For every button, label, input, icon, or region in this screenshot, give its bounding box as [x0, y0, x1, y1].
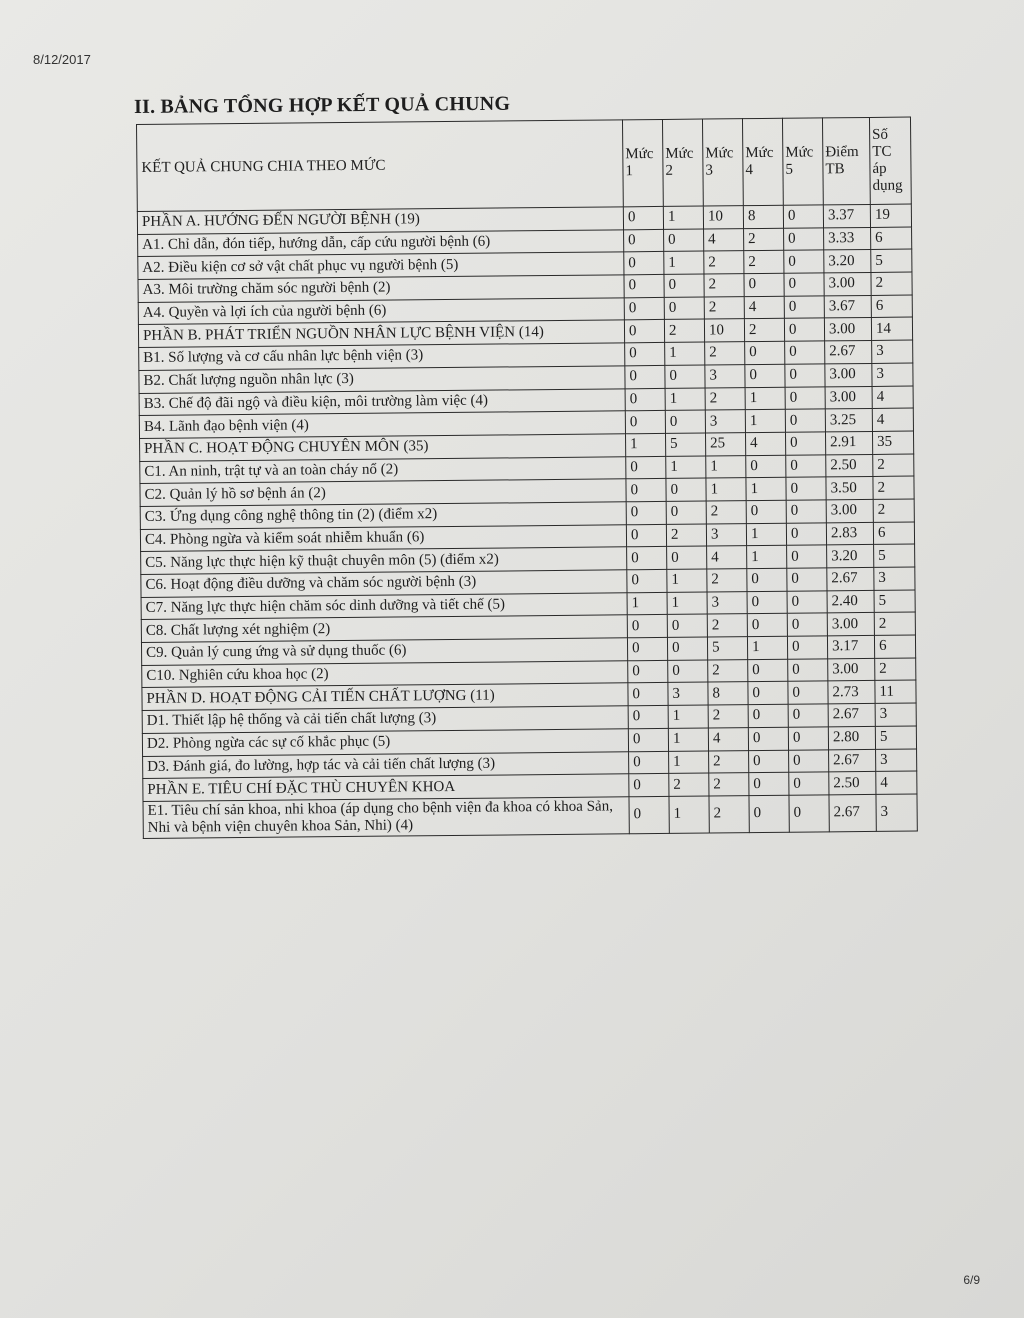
cell-muc-3: 2 — [705, 342, 745, 365]
cell-muc-1: 0 — [627, 615, 667, 638]
cell-muc-1: 0 — [623, 206, 663, 229]
cell-so-tc: 2 — [874, 612, 915, 635]
cell-average: 3.20 — [824, 250, 871, 273]
cell-so-tc: 4 — [872, 408, 913, 431]
row-label: C5. Năng lực thực hiện kỹ thuật chuyên môn (5) (điểm x2) — [141, 547, 627, 574]
cell-muc-3: 2 — [709, 773, 749, 796]
cell-muc-1: 0 — [629, 774, 669, 797]
cell-muc-1: 0 — [626, 479, 666, 502]
cell-muc-5: 0 — [788, 659, 828, 682]
cell-muc-4: 8 — [743, 205, 783, 228]
cell-muc-5: 0 — [786, 477, 826, 500]
cell-muc-3: 3 — [707, 591, 747, 614]
cell-muc-3: 5 — [707, 637, 747, 660]
cell-muc-2: 0 — [666, 501, 706, 524]
cell-muc-4: 1 — [747, 546, 787, 569]
cell-so-tc: 5 — [875, 726, 916, 749]
cell-muc-4: 2 — [744, 319, 784, 342]
row-label: A3. Môi trường chăm sóc người bệnh (2) — [138, 275, 624, 302]
cell-muc-5: 0 — [787, 545, 827, 568]
cell-average: 2.67 — [829, 794, 876, 831]
cell-muc-2: 0 — [667, 637, 707, 660]
row-label: PHẦN C. HOẠT ĐỘNG CHUYÊN MÔN (35) — [140, 434, 626, 461]
cell-muc-2: 0 — [667, 614, 707, 637]
cell-average: 3.00 — [824, 273, 871, 296]
cell-muc-2: 5 — [665, 433, 705, 456]
cell-muc-5: 0 — [789, 772, 829, 795]
cell-muc-2: 1 — [667, 569, 707, 592]
cell-average: 2.67 — [827, 567, 874, 590]
header-label: KẾT QUẢ CHUNG CHIA THEO MỨC — [137, 120, 624, 212]
cell-muc-4: 0 — [748, 704, 788, 727]
cell-muc-3: 2 — [709, 750, 749, 773]
header-muc-1: Mức 1 — [622, 119, 663, 206]
cell-muc-1: 0 — [625, 411, 665, 434]
cell-muc-1: 0 — [628, 660, 668, 683]
cell-so-tc: 3 — [876, 749, 917, 772]
cell-muc-3: 3 — [705, 364, 745, 387]
cell-muc-1: 0 — [625, 343, 665, 366]
cell-muc-5: 0 — [788, 704, 828, 727]
cell-muc-1: 0 — [624, 229, 664, 252]
cell-average: 3.20 — [827, 545, 874, 568]
cell-muc-3: 2 — [706, 501, 746, 524]
table-header-row — [137, 117, 912, 211]
row-label: A1. Chỉ dẫn, đón tiếp, hướng dẫn, cấp cứu người bệnh (6) — [138, 230, 624, 257]
cell-muc-2: 1 — [668, 705, 708, 728]
cell-muc-5: 0 — [783, 205, 823, 228]
table-body — [137, 204, 917, 838]
cell-muc-2: 1 — [669, 751, 709, 774]
row-label: PHẦN E. TIÊU CHÍ ĐẶC THÙ CHUYÊN KHOA — [143, 774, 629, 801]
cell-average: 3.67 — [824, 295, 871, 318]
cell-muc-4: 0 — [749, 795, 789, 832]
cell-muc-2: 1 — [664, 251, 704, 274]
cell-average: 3.00 — [825, 386, 872, 409]
cell-average: 2.73 — [828, 681, 875, 704]
cell-muc-3: 2 — [704, 296, 744, 319]
row-label: C2. Quản lý hồ sơ bệnh án (2) — [140, 479, 626, 506]
cell-so-tc: 6 — [871, 295, 912, 318]
cell-muc-3: 2 — [704, 274, 744, 297]
cell-so-tc: 6 — [871, 227, 912, 250]
cell-average: 2.50 — [829, 772, 876, 795]
cell-muc-2: 0 — [664, 297, 704, 320]
cell-so-tc: 4 — [872, 386, 913, 409]
cell-muc-4: 4 — [745, 432, 785, 455]
row-label: C4. Phòng ngừa và kiểm soát nhiễm khuẩn (6) — [140, 524, 626, 551]
row-label: D3. Đánh giá, đo lường, hợp tác và cải tiến chất lượng (3) — [143, 751, 629, 778]
row-label: B3. Chế độ đãi ngộ và điều kiện, môi trường làm việc (4) — [139, 388, 625, 415]
section-title: II. BẢNG TỔNG HỢP KẾT QUẢ CHUNG — [134, 92, 511, 118]
cell-muc-1: 0 — [625, 365, 665, 388]
cell-muc-2: 3 — [668, 682, 708, 705]
row-label: E1. Tiêu chí sản khoa, nhi khoa (áp dụng cho bệnh viện đa khoa có khoa Sản, Nhi và bệnh viện chuyên khoa Sản, Nhi) (4) — [143, 797, 629, 839]
cell-muc-1: 0 — [626, 501, 666, 524]
cell-muc-3: 8 — [708, 682, 748, 705]
cell-so-tc: 2 — [875, 658, 916, 681]
cell-muc-1: 0 — [628, 728, 668, 751]
cell-muc-3: 4 — [708, 727, 748, 750]
cell-muc-5: 0 — [784, 273, 824, 296]
cell-muc-1: 0 — [625, 388, 665, 411]
cell-so-tc: 2 — [873, 454, 914, 477]
cell-average: 3.00 — [824, 318, 871, 341]
cell-so-tc: 6 — [873, 522, 914, 545]
cell-muc-5: 0 — [787, 613, 827, 636]
cell-muc-4: 1 — [746, 478, 786, 501]
cell-muc-5: 0 — [784, 228, 824, 251]
results-table-container — [136, 117, 918, 839]
page-number: 6/9 — [963, 1273, 980, 1287]
cell-so-tc: 2 — [873, 476, 914, 499]
cell-muc-5: 0 — [787, 636, 827, 659]
cell-muc-5: 0 — [786, 500, 826, 523]
cell-muc-1: 1 — [625, 433, 665, 456]
cell-muc-5: 0 — [786, 454, 826, 477]
cell-muc-3: 1 — [706, 478, 746, 501]
cell-muc-4: 2 — [744, 251, 784, 274]
cell-muc-3: 1 — [706, 455, 746, 478]
cell-muc-3: 2 — [707, 614, 747, 637]
cell-muc-3: 2 — [708, 659, 748, 682]
cell-average: 3.25 — [825, 409, 872, 432]
cell-so-tc: 5 — [874, 544, 915, 567]
row-label: D1. Thiết lập hệ thống và cải tiến chất lượng (3) — [142, 706, 628, 733]
cell-muc-1: 1 — [627, 592, 667, 615]
cell-muc-2: 1 — [663, 206, 703, 229]
cell-muc-5: 0 — [785, 364, 825, 387]
row-label: D2. Phòng ngừa các sự cố khắc phục (5) — [142, 729, 628, 756]
cell-muc-2: 1 — [667, 592, 707, 615]
cell-muc-2: 0 — [665, 410, 705, 433]
row-label: C1. An ninh, trật tự và an toàn cháy nổ (2) — [140, 456, 626, 483]
cell-muc-4: 0 — [748, 659, 788, 682]
row-label: A4. Quyền và lợi ích của người bệnh (6) — [138, 298, 624, 325]
cell-muc-4: 0 — [748, 682, 788, 705]
row-label: B1. Số lượng và cơ cấu nhân lực bệnh viện (3) — [139, 343, 625, 370]
cell-muc-4: 0 — [747, 614, 787, 637]
cell-muc-3: 4 — [707, 546, 747, 569]
cell-muc-4: 4 — [744, 296, 784, 319]
cell-muc-3: 2 — [707, 569, 747, 592]
row-label: B2. Chất lượng nguồn nhân lực (3) — [139, 366, 625, 393]
cell-muc-3: 10 — [704, 319, 744, 342]
cell-so-tc: 3 — [875, 703, 916, 726]
cell-muc-3: 2 — [709, 796, 749, 833]
cell-average: 3.00 — [827, 613, 874, 636]
row-label: C8. Chất lượng xét nghiệm (2) — [141, 615, 627, 642]
cell-muc-1: 0 — [628, 683, 668, 706]
cell-muc-3: 2 — [705, 387, 745, 410]
cell-muc-1: 0 — [629, 751, 669, 774]
row-label: C7. Năng lực thực hiện chăm sóc dinh dưỡng và tiết chế (5) — [141, 592, 627, 619]
cell-muc-4: 2 — [744, 228, 784, 251]
row-label: C3. Ứng dụng công nghệ thông tin (2) (điểm x2) — [140, 502, 626, 529]
cell-muc-3: 3 — [706, 523, 746, 546]
cell-muc-5: 0 — [786, 523, 826, 546]
row-label: C10. Nghiên cứu khoa học (2) — [142, 661, 628, 688]
cell-muc-4: 0 — [745, 341, 785, 364]
row-label: PHẦN A. HƯỚNG ĐẾN NGƯỜI BỆNH (19) — [137, 207, 623, 234]
cell-muc-1: 0 — [626, 456, 666, 479]
cell-muc-2: 0 — [664, 274, 704, 297]
cell-muc-5: 0 — [787, 591, 827, 614]
cell-so-tc: 35 — [872, 431, 913, 454]
cell-muc-1: 0 — [626, 524, 666, 547]
cell-average: 2.67 — [829, 749, 876, 772]
cell-average: 2.91 — [825, 431, 872, 454]
cell-muc-1: 0 — [627, 569, 667, 592]
cell-muc-4: 1 — [745, 387, 785, 410]
header-muc-2: Mức 2 — [662, 119, 703, 206]
cell-muc-1: 0 — [628, 706, 668, 729]
cell-muc-4: 0 — [749, 750, 789, 773]
header-muc-4: Mức 4 — [742, 118, 783, 205]
cell-muc-2: 2 — [669, 773, 709, 796]
cell-so-tc: 4 — [876, 771, 917, 794]
cell-muc-3: 25 — [705, 433, 745, 456]
cell-muc-1: 0 — [624, 297, 664, 320]
cell-muc-2: 0 — [666, 478, 706, 501]
cell-muc-4: 0 — [748, 727, 788, 750]
cell-muc-2: 2 — [664, 319, 704, 342]
cell-so-tc: 11 — [875, 680, 916, 703]
cell-muc-5: 0 — [785, 341, 825, 364]
cell-muc-5: 0 — [789, 749, 829, 772]
cell-muc-1: 0 — [624, 252, 664, 275]
cell-muc-3: 4 — [704, 228, 744, 251]
cell-average: 3.00 — [826, 499, 873, 522]
cell-muc-5: 0 — [785, 432, 825, 455]
cell-so-tc: 14 — [871, 317, 912, 340]
cell-muc-4: 1 — [747, 636, 787, 659]
row-label: C9. Quản lý cung ứng và sử dụng thuốc (6) — [141, 638, 627, 665]
cell-muc-5: 0 — [789, 795, 829, 832]
cell-muc-2: 0 — [665, 365, 705, 388]
cell-muc-5: 0 — [787, 568, 827, 591]
cell-muc-2: 2 — [666, 524, 706, 547]
cell-average: 3.00 — [828, 658, 875, 681]
cell-muc-2: 0 — [664, 229, 704, 252]
cell-so-tc: 5 — [874, 590, 915, 613]
cell-so-tc: 2 — [871, 272, 912, 295]
row-label: B4. Lãnh đạo bệnh viện (4) — [139, 411, 625, 438]
cell-muc-5: 0 — [785, 409, 825, 432]
cell-muc-5: 0 — [788, 727, 828, 750]
row-label: PHẦN B. PHÁT TRIỂN NGUỒN NHÂN LỰC BỆNH VIỆN (14) — [138, 320, 624, 347]
header-muc-5: Mức 5 — [782, 118, 823, 205]
cell-so-tc: 3 — [876, 794, 917, 831]
cell-muc-2: 0 — [668, 660, 708, 683]
header-muc-3: Mức 3 — [702, 119, 743, 206]
cell-muc-2: 1 — [666, 456, 706, 479]
cell-average: 2.50 — [826, 454, 873, 477]
cell-muc-1: 0 — [629, 796, 669, 833]
cell-average: 3.33 — [824, 227, 871, 250]
table-row — [143, 794, 917, 838]
cell-average: 3.37 — [823, 204, 870, 227]
header-so-tc: Số TC áp dụng — [869, 117, 911, 204]
row-label: PHẦN D. HOẠT ĐỘNG CẢI TIẾN CHẤT LƯỢNG (11) — [142, 683, 628, 710]
cell-muc-5: 0 — [784, 296, 824, 319]
print-date: 8/12/2017 — [33, 52, 91, 67]
header-average: Điểm TB — [822, 117, 870, 204]
cell-muc-2: 1 — [669, 796, 709, 833]
cell-average: 3.50 — [826, 477, 873, 500]
cell-so-tc: 19 — [870, 204, 911, 227]
row-label: C6. Hoạt động điều dưỡng và chăm sóc người bệnh (3) — [141, 570, 627, 597]
row-label: A2. Điều kiện cơ sở vật chất phục vụ người bệnh (5) — [138, 252, 624, 279]
cell-muc-5: 0 — [784, 318, 824, 341]
cell-muc-3: 2 — [704, 251, 744, 274]
cell-muc-2: 1 — [668, 728, 708, 751]
cell-muc-4: 0 — [746, 455, 786, 478]
cell-muc-1: 0 — [624, 320, 664, 343]
cell-muc-4: 0 — [747, 591, 787, 614]
cell-muc-4: 1 — [746, 523, 786, 546]
cell-muc-4: 0 — [749, 772, 789, 795]
cell-muc-4: 0 — [744, 273, 784, 296]
results-table — [136, 117, 918, 839]
cell-average: 3.17 — [827, 635, 874, 658]
cell-muc-2: 1 — [665, 388, 705, 411]
cell-average: 2.40 — [827, 590, 874, 613]
cell-average: 2.83 — [826, 522, 873, 545]
cell-muc-4: 0 — [746, 500, 786, 523]
cell-average: 2.67 — [825, 341, 872, 364]
cell-muc-4: 0 — [745, 364, 785, 387]
cell-muc-4: 1 — [745, 409, 785, 432]
cell-so-tc: 5 — [871, 249, 912, 272]
cell-muc-1: 0 — [624, 275, 664, 298]
cell-muc-5: 0 — [788, 681, 828, 704]
cell-so-tc: 2 — [873, 499, 914, 522]
cell-muc-4: 0 — [747, 568, 787, 591]
cell-muc-3: 2 — [708, 705, 748, 728]
cell-so-tc: 3 — [872, 340, 913, 363]
cell-average: 2.80 — [828, 726, 875, 749]
cell-muc-2: 1 — [665, 342, 705, 365]
cell-muc-1: 0 — [627, 637, 667, 660]
cell-muc-5: 0 — [785, 386, 825, 409]
cell-muc-3: 10 — [703, 206, 743, 229]
cell-so-tc: 3 — [872, 363, 913, 386]
cell-muc-1: 0 — [627, 547, 667, 570]
cell-muc-2: 0 — [667, 546, 707, 569]
cell-average: 3.00 — [825, 363, 872, 386]
cell-average: 2.67 — [828, 704, 875, 727]
cell-muc-3: 3 — [705, 410, 745, 433]
cell-so-tc: 6 — [874, 635, 915, 658]
cell-muc-5: 0 — [784, 250, 824, 273]
cell-so-tc: 3 — [874, 567, 915, 590]
